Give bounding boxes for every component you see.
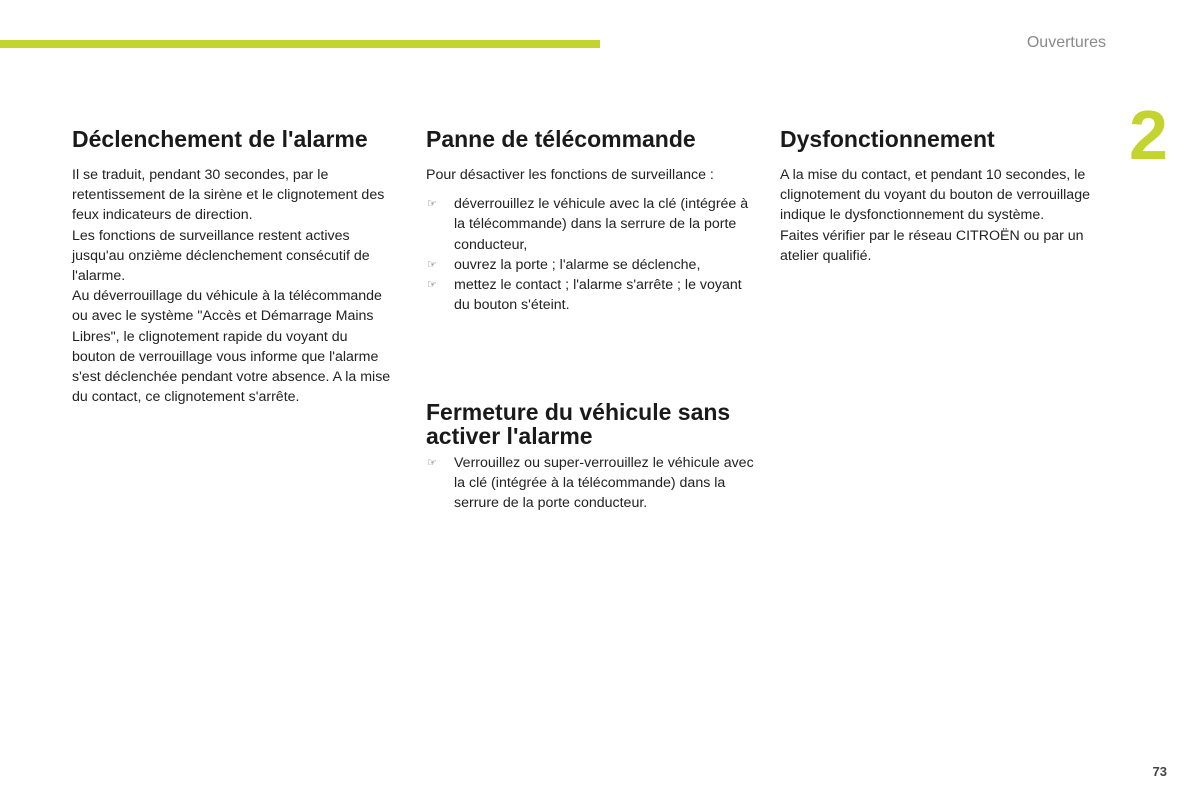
pointing-hand-icon: ☞ <box>427 198 437 211</box>
malfunction-paragraph: Faites vérifier par le réseau CITROËN ou par un atelier qualifié. <box>780 227 1084 264</box>
pointing-hand-icon: ☞ <box>427 258 437 271</box>
page-number: 73 <box>1152 764 1167 779</box>
remote-failure-intro: Pour désactiver les fonctions de surveillance : <box>426 167 714 183</box>
lock-without-alarm-steps <box>426 453 766 514</box>
list-item-text: ouvrez la porte ; l'alarme se déclenche, <box>454 256 701 273</box>
list-item <box>426 275 756 315</box>
list-item-text: déverrouillez le véhicule avec la clé (intégrée à la télécommande) dans la serrure de la porte conducteur, <box>454 196 749 253</box>
chapter-number: 2 <box>1129 96 1168 174</box>
lock-without-alarm-section <box>426 400 766 514</box>
chapter-accent-bar <box>0 40 600 48</box>
alarm-trigger-paragraph: Au déverrouillage du véhicule à la télécommande ou avec le système "Accès et Démarrage Mains Libres", le clignotement rapide du voyant du bouton de verrouillage vous informe que l'alarme s'est déclenchée pendant votre absence. A la mise du contact, ce clignotement s'arrête. <box>72 288 391 406</box>
alarm-trigger-paragraph: Les fonctions de surveillance restent actives jusqu'au onzième déclenchement consécutif de l'alarme. <box>72 227 370 285</box>
malfunction-section <box>780 126 1110 266</box>
alarm-trigger-section <box>72 126 392 407</box>
list-item-text: mettez le contact ; l'alarme s'arrête ; le voyant du bouton s'éteint. <box>454 277 742 314</box>
remote-failure-steps <box>426 194 756 315</box>
lock-without-alarm-heading: Fermeture du véhicule sans activer l'alarme <box>426 399 731 449</box>
malfunction-paragraph: A la mise du contact, et pendant 10 secondes, le clignotement du voyant du bouton de verrouillage indique le dysfonctionnement du système. <box>780 167 1090 224</box>
alarm-trigger-heading: Déclenchement de l'alarme <box>72 126 368 152</box>
pointing-hand-icon: ☞ <box>427 457 437 469</box>
alarm-trigger-paragraph: Il se traduit, pendant 30 secondes, par le retentissement de la sirène et le clignotement des feux indicateurs de direction. <box>72 167 385 224</box>
list-item <box>426 453 766 514</box>
list-item <box>426 255 756 275</box>
list-item <box>426 194 756 255</box>
remote-failure-section <box>426 126 756 315</box>
malfunction-heading: Dysfonctionnement <box>780 126 995 152</box>
list-item-text: Verrouillez ou super-verrouillez le véhicule avec la clé (intégrée à la télécommande) dans la serrure de la porte conducteur. <box>454 455 754 512</box>
pointing-hand-icon: ☞ <box>427 279 437 292</box>
remote-failure-heading: Panne de télécommande <box>426 126 696 152</box>
running-header-title: Ouvertures <box>1026 34 1106 51</box>
